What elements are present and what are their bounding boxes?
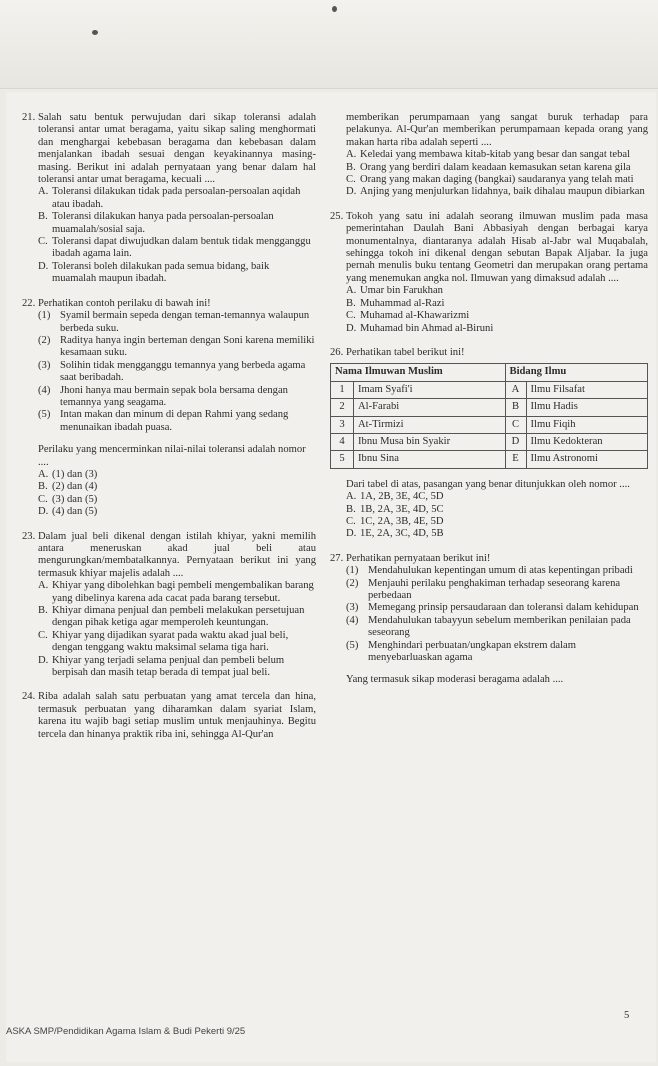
statement-text: Jhoni hanya mau bermain sepak bola bersama dengan temannya yang seagama.	[60, 384, 288, 408]
table-cell: D	[505, 433, 526, 450]
option-b	[22, 605, 316, 630]
option-d	[22, 655, 316, 680]
table-cell: 1	[331, 381, 354, 398]
option-text: Toleransi dilakukan tidak pada persoalan-persoalan aqidah atau ibadah.	[52, 186, 301, 210]
statement-number: (3)	[346, 602, 359, 614]
statement-item	[22, 335, 316, 360]
option-label: C.	[38, 236, 48, 248]
question-text: Perhatikan tabel berikut ini!	[346, 346, 465, 358]
question-27	[330, 553, 648, 687]
option-c	[22, 630, 316, 655]
table-cell: 3	[331, 416, 354, 433]
table-cell: C	[505, 416, 526, 433]
question-text: Perhatikan pernyataan berikut ini!	[346, 552, 491, 564]
option-d	[330, 186, 648, 198]
option-text: Toleransi dilakukan hanya pada persoalan-persoalan muamalah/sosial saja.	[52, 211, 274, 235]
option-b	[22, 211, 316, 236]
statement-item	[330, 615, 648, 640]
statement-text: Mendahulukan tabayyun sebelum memberikan penilaian pada seseorang	[368, 614, 631, 639]
statement-text: Intan makan dan minum di depan Rahmi yang sedang menunaikan ibadah puasa.	[60, 409, 289, 433]
statement-item	[22, 310, 316, 335]
option-text: Toleransi dapat diwujudkan dalam bentuk tidak mengganggu ibadah agama lain.	[52, 236, 311, 260]
option-c	[22, 494, 316, 506]
question-23	[22, 531, 316, 680]
left-column	[22, 112, 316, 753]
question-text: Riba adalah salah satu perbuatan yang amat tercela dan hina, termasuk perbuatan yang diharamkan dalam syariat Islam, karena itu wajib bagi setiap muslim untuk menjauhinya. Begitu tercela dan hinanya praktik riba ini, sehingga Al-Qur'an	[38, 691, 316, 740]
table-row	[331, 416, 648, 433]
option-text: Muhamad bin Ahmad al-Biruni	[360, 322, 494, 334]
question-number: 23.	[22, 530, 36, 542]
statement-text: Memegang prinsip persaudaraan dan toleransi dalam kehidupan	[368, 602, 639, 614]
option-a	[22, 186, 316, 211]
option-b	[330, 298, 648, 310]
option-label: D.	[346, 528, 357, 540]
question-number: 21.	[22, 112, 36, 123]
option-d	[22, 506, 316, 518]
statement-text: Solihin tidak mengganggu temannya yang berbeda agama saat beribadah.	[60, 359, 306, 384]
question-25	[330, 211, 648, 335]
option-text: Muhammad al-Razi	[360, 297, 445, 309]
option-a	[330, 285, 648, 297]
option-text: 1B, 2A, 3E, 4D, 5C	[360, 503, 444, 515]
option-label: A.	[346, 491, 357, 503]
option-label: A.	[38, 186, 49, 198]
statement-item	[22, 385, 316, 410]
question-text: Dalam jual beli dikenal dengan istilah khiyar, yakni memilih antara meneruskan akad jual beli atau mengurungkan/membatalkannya. Pernyataan berikut ini yang termasuk khiyar majelis adalah ....	[38, 530, 316, 579]
option-text: Umar bin Farukhan	[360, 285, 443, 297]
option-label: B.	[38, 605, 48, 617]
statement-number: (2)	[346, 577, 359, 589]
statement-text: Menghindari perbuatan/ungkapan ekstrem dalam menyebarluaskan agama	[368, 639, 576, 664]
speck-1	[332, 6, 337, 12]
option-label: D.	[38, 506, 49, 518]
statement-text: Mendahulukan kepentingan umum di atas kepentingan pribadi	[368, 565, 633, 577]
option-label: A.	[346, 149, 357, 161]
speck-2	[92, 30, 98, 35]
option-label: B.	[38, 211, 48, 223]
table-cell: Ilmu Kedokteran	[526, 433, 648, 450]
option-label: D.	[346, 186, 357, 198]
question-text: Perhatikan contoh perilaku di bawah ini!	[38, 297, 211, 309]
statement-item	[22, 360, 316, 385]
question-number: 24.	[22, 691, 36, 703]
statement-item	[330, 640, 648, 665]
question-24	[22, 691, 316, 741]
statement-text: Menjauhi perilaku penghakiman terhadap seseorang karena perbedaan	[368, 577, 621, 601]
page-number: 5	[624, 1010, 630, 1021]
option-c	[22, 236, 316, 261]
option-label: A.	[346, 285, 357, 297]
statement-item	[330, 602, 648, 614]
question-22	[22, 298, 316, 519]
table-cell: Ilmu Filsafat	[526, 381, 648, 398]
option-label: C.	[346, 174, 356, 186]
option-c	[330, 516, 648, 528]
option-c	[330, 174, 648, 186]
option-text: (2) dan (4)	[52, 481, 98, 493]
table-cell: A	[505, 381, 526, 398]
question-prompt: Dari tabel di atas, pasangan yang benar ditunjukkan oleh nomor ....	[346, 478, 630, 490]
table-row	[331, 399, 648, 416]
statement-number: (5)	[38, 409, 51, 421]
question-prompt: Yang termasuk sikap moderasi beragama adalah ....	[346, 674, 564, 686]
option-label: C.	[346, 310, 356, 322]
option-text: (1) dan (3)	[52, 468, 98, 480]
option-a	[22, 580, 316, 605]
question-text-continued: memberikan perumpamaan yang sangat buruk terhadap para pelakunya. Al-Qur'an memberikan perumpamaan kepada orang yang makan harta riba adalah seperti ....	[346, 112, 648, 148]
question-text: Tokoh yang satu ini adalah seorang ilmuwan muslim pada masa pemerintahan Daulah Bani Abbasiyah dengan berbagai karya monumentalnya, diantaranya adalah Hisab al-Jabr wal Muqabalah, sehingga tokoh ini dikenal dengan sebutan Bapak Aljabar. Ia juga pernah menulis buku tentang Geometri dan merupakan orang pertama yang menemukan angka nol. Ilmuwan yang dimaksud adalah ....	[346, 210, 648, 284]
statement-number: (4)	[38, 384, 51, 396]
option-d	[330, 323, 648, 335]
table-cell: B	[505, 399, 526, 416]
question-number: 27.	[330, 552, 344, 564]
option-a	[330, 491, 648, 503]
option-a	[330, 149, 648, 161]
option-label: B.	[38, 481, 48, 493]
scientist-field-table	[330, 363, 648, 468]
option-label: D.	[38, 260, 49, 272]
table-row	[331, 381, 648, 398]
question-21	[22, 112, 316, 286]
table-cell: Ilmu Astronomi	[526, 451, 648, 468]
table-cell: 5	[331, 451, 354, 468]
option-text: Khiyar yang terjadi selama penjual dan pembeli belum berpisah dan masih tetap berada di tempat jual beli.	[52, 654, 285, 679]
question-24-continued	[330, 112, 648, 199]
table-row	[331, 451, 648, 468]
option-text: Anjing yang menjulurkan lidahnya, baik dihalau maupun dibiarkan	[360, 186, 645, 198]
option-d	[330, 528, 648, 540]
option-label: D.	[38, 654, 49, 666]
option-text: Khiyar yang dibolehkan bagi pembeli mengembalikan barang yang dibelinya karena ada cacat pada barang tersebut.	[52, 580, 314, 604]
option-text: Muhamad al-Khawarizmi	[360, 310, 470, 322]
table-header: Bidang Ilmu	[505, 364, 648, 381]
option-label: B.	[346, 503, 356, 515]
table-cell: Al-Farabi	[354, 399, 506, 416]
statement-item	[330, 578, 648, 603]
background-surface	[0, 0, 658, 89]
option-label: B.	[346, 297, 356, 309]
option-label: B.	[346, 161, 356, 173]
option-text: Keledai yang membawa kitab-kitab yang besar dan sangat tebal	[360, 149, 631, 161]
statement-number: (5)	[346, 639, 359, 651]
option-text: Toleransi boleh dilakukan pada semua bidang, baik muamalah maupun ibadah.	[52, 260, 270, 285]
option-text: (3) dan (5)	[52, 493, 98, 505]
question-prompt: Perilaku yang mencerminkan nilai-nilai toleransi adalah nomor ....	[38, 444, 306, 468]
statement-item	[22, 409, 316, 434]
table-cell: Ilmu Hadis	[526, 399, 648, 416]
table-header-row	[331, 364, 648, 381]
option-text: Orang yang berdiri dalam keadaan kemasukan setan karena gila	[360, 161, 631, 173]
option-c	[330, 310, 648, 322]
option-label: C.	[38, 629, 48, 641]
question-26	[330, 347, 648, 541]
option-text: (4) dan (5)	[52, 506, 98, 518]
statement-number: (4)	[346, 614, 359, 626]
book-footer: ASKA SMP/Pendidikan Agama Islam & Budi Pekerti 9/25	[6, 1026, 246, 1037]
table-cell: Ibnu Sina	[354, 451, 506, 468]
statement-number: (3)	[38, 359, 51, 371]
option-a	[22, 469, 316, 481]
option-text: Khiyar yang dijadikan syarat pada waktu akad jual beli, dengan tenggang waktu maksimal selama tiga hari.	[52, 629, 289, 654]
option-label: D.	[346, 322, 357, 334]
table-header: Nama Ilmuwan Muslim	[331, 364, 506, 381]
option-b	[22, 481, 316, 493]
table-row	[331, 433, 648, 450]
option-text: Khiyar dimana penjual dan pembeli melakukan persetujuan dengan pihak ketiga agar memperoleh keuntungan.	[52, 605, 305, 629]
option-text: Orang yang makan daging (bangkai) saudaranya yang telah mati	[360, 174, 634, 186]
option-b	[330, 504, 648, 516]
option-b	[330, 162, 648, 174]
option-text: 1E, 2A, 3C, 4D, 5B	[360, 528, 444, 540]
option-d	[22, 261, 316, 286]
statement-number: (1)	[38, 310, 51, 322]
table-cell: 2	[331, 399, 354, 416]
table-cell: At-Tirmizi	[354, 416, 506, 433]
option-text: 1A, 2B, 3E, 4C, 5D	[360, 491, 444, 503]
question-number: 25.	[330, 210, 344, 222]
option-label: A.	[38, 468, 49, 480]
statement-number: (1)	[346, 565, 359, 577]
table-cell: E	[505, 451, 526, 468]
table-cell: Ilmu Fiqih	[526, 416, 648, 433]
table-cell: Ibnu Musa bin Syakir	[354, 433, 506, 450]
table-cell: 4	[331, 433, 354, 450]
statement-text: Syamil bermain sepeda dengan teman-temannya walaupun berbeda suku.	[60, 310, 310, 334]
statement-text: Raditya hanya ingin berteman dengan Soni karena memiliki kesamaan suku.	[60, 334, 315, 359]
question-number: 22.	[22, 297, 36, 309]
table-cell: Imam Syafi'i	[354, 381, 506, 398]
option-label: A.	[38, 580, 49, 592]
right-column	[330, 112, 648, 699]
question-text: Salah satu bentuk perwujudan dari sikap toleransi adalah toleransi antar umat beragama, yaitu sikap saling menghormati dan menghargai kebebasan beragama dan kebebasan dalam menjalankan ibadah sesuai dengan keyakinannya masing-masing. Berikut ini adalah pernyataan yang benar dalam hal toleransi antar umat beragama, kecuali ....	[38, 112, 316, 186]
option-label: C.	[346, 515, 356, 527]
question-number: 26.	[330, 346, 344, 358]
statement-number: (2)	[38, 334, 51, 346]
option-text: 1C, 2A, 3B, 4E, 5D	[360, 515, 444, 527]
option-label: C.	[38, 493, 48, 505]
statement-item	[330, 565, 648, 577]
